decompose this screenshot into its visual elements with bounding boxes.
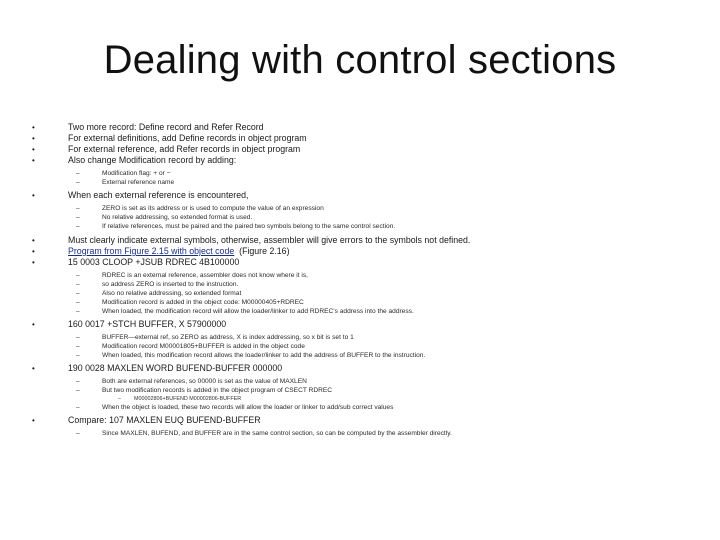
bullet-icon: •	[32, 364, 35, 373]
dash-icon: –	[118, 396, 121, 402]
dash-icon: –	[76, 378, 80, 385]
bullet-item	[30, 415, 710, 426]
dash-icon: –	[76, 387, 80, 394]
sub-item	[30, 333, 710, 342]
bullet-item	[30, 155, 710, 166]
bullet-text: Two more record: Define record and Refer Record	[68, 122, 264, 132]
slide-title: Dealing with control sections	[103, 38, 617, 82]
sub-item-text: When the object is loaded, these two records will allow the loader or linker to add/sub correct values	[102, 404, 394, 411]
bullet-text: 190 0028 MAXLEN WORD BUFEND-BUFFER 000000	[68, 363, 283, 373]
bullet-icon: •	[32, 145, 35, 154]
bullet-text: Compare: 107 MAXLEN EUQ BUFEND-BUFFER	[68, 415, 261, 425]
bullet-item	[30, 190, 710, 201]
sub-item	[30, 429, 710, 438]
bullet-text	[68, 246, 290, 257]
figure-link[interactable]: Program from Figure 2.15 with object code	[68, 246, 235, 256]
bullet-item	[30, 235, 710, 246]
sub-item	[30, 386, 710, 395]
sub-item	[30, 403, 710, 412]
bullet-icon: •	[32, 236, 35, 245]
sub-item	[30, 377, 710, 386]
bullet-item	[30, 319, 710, 330]
bullet-icon: •	[32, 320, 35, 329]
sub-item	[30, 222, 710, 231]
bullet-icon: •	[32, 258, 35, 267]
sub-item-text: BUFFER—external ref, so ZERO as address, X is index addressing, so x bit is set to 1	[102, 334, 354, 341]
dash-icon: –	[76, 404, 80, 411]
dash-icon: –	[76, 299, 80, 306]
dash-icon: –	[76, 281, 80, 288]
sub-item	[30, 342, 710, 351]
sub-item	[30, 298, 710, 307]
dash-icon: –	[76, 343, 80, 350]
bullet-icon: •	[32, 156, 35, 165]
bullet-item	[30, 246, 710, 257]
dash-icon: –	[76, 308, 80, 315]
bullet-icon: •	[32, 247, 35, 256]
bullet-item	[30, 257, 710, 268]
dash-icon: –	[76, 430, 80, 437]
dash-icon: –	[76, 214, 80, 221]
bullet-text: When each external reference is encountered,	[68, 190, 249, 200]
dash-icon: –	[76, 223, 80, 230]
sub-item	[30, 169, 710, 178]
sub-item	[30, 280, 710, 289]
sub-item-text: If relative references, must be paired and the paired two symbols belong to the same control section.	[102, 223, 396, 230]
sub-item	[30, 289, 710, 298]
sub-item-text: ZERO is set as its address or is used to compute the value of an expression	[102, 205, 324, 212]
bullet-text: 160 0017 +STCH BUFFER, X 57900000	[68, 319, 227, 329]
dash-icon: –	[76, 334, 80, 341]
bullet-text: For external reference, add Refer records in object program	[68, 144, 301, 154]
sub-item	[30, 204, 710, 213]
sub-sub-item	[30, 395, 710, 403]
sub-item-text: No relative addressing, so extended format is used.	[102, 214, 253, 221]
sub-item	[30, 307, 710, 316]
bullet-icon: •	[32, 416, 35, 425]
bullet-icon: •	[32, 191, 35, 200]
bullet-item	[30, 133, 710, 144]
bullet-text: Also change Modification record by adding:	[68, 155, 237, 165]
sub-item	[30, 351, 710, 360]
bullet-text: 15 0003 CLOOP +JSUB RDREC 4B100000	[68, 257, 240, 267]
sub-item	[30, 213, 710, 222]
sub-item-text: so address ZERO is inserted to the instruction.	[102, 281, 239, 288]
dash-icon: –	[76, 170, 80, 177]
sub-item	[30, 271, 710, 280]
sub-item-text: Also no relative addressing, so extended format	[102, 290, 242, 297]
sub-item-text: Both are external references, so 00000 is set as the value of MAXLEN	[102, 378, 307, 385]
sub-item-text: Modification record is added in the object code: M00000405+RDREC	[102, 299, 304, 306]
figure-reference: (Figure 2.16)	[239, 246, 290, 256]
dash-icon: –	[76, 352, 80, 359]
sub-item-text: RDREC is an external reference, assembler does not know where it is,	[102, 272, 308, 279]
bullet-item	[30, 144, 710, 155]
sub-item-text: When loaded, the modification record will allow the loader/linker to add RDREC’s address into the address.	[102, 308, 414, 315]
sub-item-text: External reference name	[102, 179, 175, 186]
dash-icon: –	[76, 290, 80, 297]
dash-icon: –	[76, 179, 80, 186]
bullet-icon: •	[32, 134, 35, 143]
bullet-item	[30, 122, 710, 133]
sub-item-text: Modification record M00001805+BUFFER is added in the object code	[102, 343, 305, 350]
sub-item-text: Modification flag: + or −	[102, 170, 171, 177]
dash-icon: –	[76, 205, 80, 212]
bullet-text: Must clearly indicate external symbols, otherwise, assembler will give errors to the symbols not defined.	[68, 235, 471, 245]
bullet-icon: •	[32, 123, 35, 132]
sub-item-text: Since MAXLEN, BUFEND, and BUFFER are in the same control section, so can be computed by the assembler directly.	[102, 430, 452, 437]
sub-item-text: When loaded, this modification record allows the loader/linker to add the address of BUFFER to the instruction.	[102, 352, 426, 359]
sub-item-text: But two modification records is added in the object program of CSECT RDREC	[102, 387, 333, 394]
sub-sub-item-text: M00002806+BUFEND M00002806-BUFFER	[134, 396, 242, 402]
slide-body	[30, 122, 710, 438]
dash-icon: –	[76, 272, 80, 279]
sub-item	[30, 178, 710, 187]
bullet-item	[30, 363, 710, 374]
bullet-text: For external definitions, add Define records in object program	[68, 133, 307, 143]
